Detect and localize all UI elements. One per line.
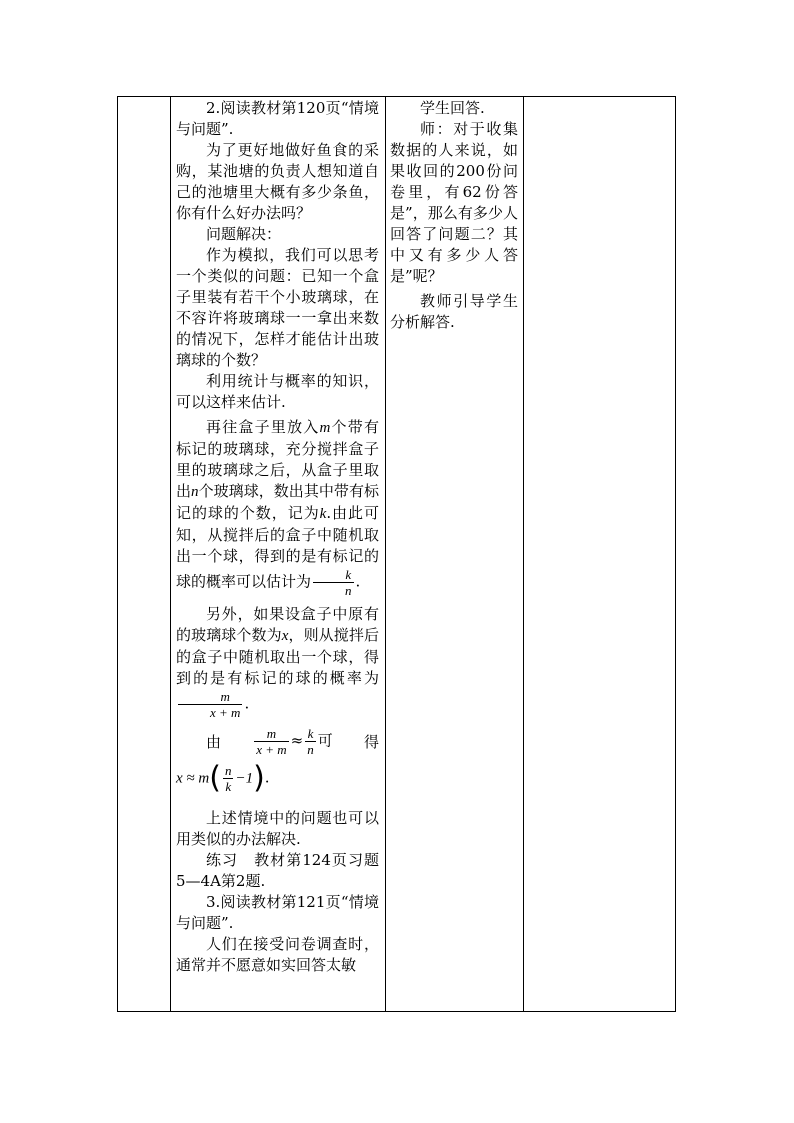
empty-column-left (118, 97, 170, 1011)
student-answer: 学生回答. (420, 99, 485, 117)
equation-result: x ≈ m( $\frac{n}{k}$ −1). (176, 760, 270, 796)
paragraph-fish-problem: 为了更好地做好鱼食的采购，某池塘的负责人想知道自己的池塘里大概有多少条鱼，你有什么好办法吗？ (176, 141, 379, 222)
paragraph-probability: 另外，如果设盒子中原有的玻璃球个数为x，则从搅拌后的盒子中随机取出一个球，得到的是有标记的球的概率为 $\frac{m}{x + m}$ . (176, 605, 379, 720)
empty-column-right (523, 97, 675, 1011)
student-activity-column (385, 97, 523, 1011)
section-3-heading: 3.阅读教材第121页“情境与问题”. (176, 893, 379, 932)
exercise-note: 练习 教材第124页习题5—4A第2题. (176, 851, 379, 890)
paragraph-statistics: 利用统计与概率的知识，可以这样来估计. (176, 372, 379, 411)
paragraph-similar-method: 上述情境中的问题也可以用类似的办法解决. (176, 809, 379, 848)
section-2-heading: 2.阅读教材第120页“情境与问题”. (176, 99, 379, 138)
lesson-table (117, 96, 676, 1012)
fraction-k-over-n: $\frac{k}{n}$ (313, 567, 354, 598)
paragraph-marked-balls: 再往盒子里放入m个带有标记的玻璃球，充分搅拌盒子里的玻璃球之后，从盒子里取出n个玻璃球，数出其中带有标记的球的个数，记为k.由此可知，从搅拌后的盒子中随机取出一个球，得到的是有标记的球的概率可以估计为 $\frac{k}{n}$ . (176, 418, 379, 598)
equation-ratio: 由 $\frac{m}{x + m}$ ≈ $\frac{k}{n}$ 可 得 (206, 726, 379, 757)
teacher-question: 师：对于收集数据的人来说，如果收回的200份问卷里，有62份答是”，那么有多少人回答了问题二？其中又有多少人答是”呢？ (390, 120, 518, 285)
teacher-guidance: 教师引导学生分析解答. (390, 292, 518, 331)
problem-solving-label: 问题解决： (206, 225, 282, 243)
paragraph-survey: 人们在接受问卷调查时，通常并不愿意如实回答太敏 (176, 935, 379, 974)
fraction-m-over-x-plus-m: $\frac{m}{x + m}$ (178, 689, 242, 720)
teaching-content-column (170, 97, 385, 1011)
paragraph-simulation: 作为模拟，我们可以思考一个类似的问题：已知一个盒子里装有若干个小玻璃球，在不容许将玻璃球一一拿出来数的情况下，怎样才能估计出玻璃球的个数？ (176, 246, 379, 369)
